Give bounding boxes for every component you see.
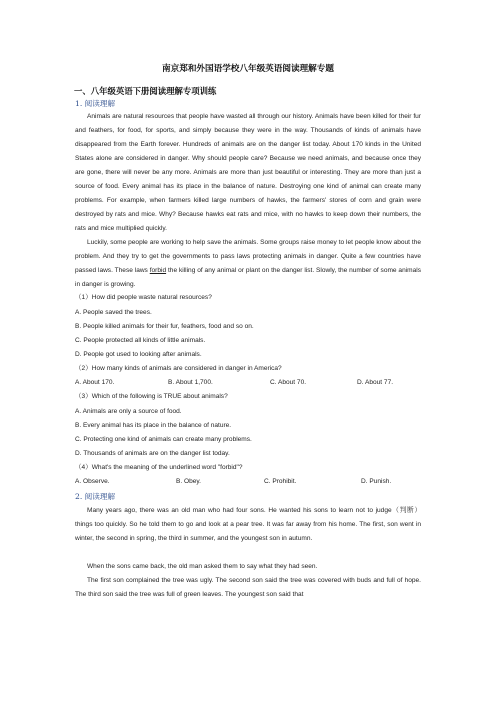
question-1-stem: （1）How did people waste natural resources? [75,294,212,301]
question-4-option-d: D. Punish. [361,478,392,485]
question-3-stem: （3）Which of the following is TRUE about animals? [75,393,228,400]
question-2-stem: （2）How many kinds of animals are considered in danger in America? [75,365,282,372]
passage-2-paragraph-1: Many years ago, there was an old man who had four sons. He wanted his sons to learn not to judge（判断） things too quickly. So he told them to go and look at a pear tree. It was far away from his home. The first, son went in winter, the second in spring, the third in summer, and the youngest son in autumn. [75,507,421,543]
passage-2-number: 2. [75,492,83,501]
question-3-option-d: D. Thousands of animals are on the danger list today. [75,450,230,457]
passage-1-paragraph-2-text: Luckily, some people are working to help save the animals. Some groups raise money to let people know about the problem. And they try to get the governments to pass laws protecting animals in danger. Quite a few countries have passed laws. These laws forbid the killing of any animal or plant on the danger list. Slowly, the number of some animals in danger is growing. [75,239,421,289]
question-1-option-a: A. People saved the trees. [75,309,152,316]
section-heading: 一、八年级英语下册阅读理解专项训练 [74,86,217,96]
question-3-option-b: B. Every animal has its place in the balance of nature. [75,422,232,429]
passage-1-heading-label: 阅读理解 [84,99,116,108]
passage-2-heading-label: 阅读理解 [84,492,116,501]
question-2-option-d: D. About 77. [357,379,394,386]
underlined-word-forbid: forbid [149,267,167,275]
passage-1-paragraph-2 [75,236,421,292]
question-1-option-b: B. People killed animals for their fur, feathers, food and so on. [75,323,254,330]
question-3-option-c: C. Protecting one kind of animals can create many problems. [75,436,252,443]
passage-1-paragraph-1: Animals are natural resources that people have wasted all through our history. Animals have been killed for their fur and feathers, for food, for sports, and simply because they were in the way. Thousands of kinds of animals have disappeared from the Earth forever. Hundreds of animals are on the danger list today. About 170 kinds in the United States alone are considered in danger. Why should people care? Because we need animals, and because once they are gone, there will never be any more. Animals are more than just beautiful or interesting. They are more than just a source of food. Every animal has its place in the balance of nature. Destroying one kind of animal can create many problems. For example, when farmers killed large numbers of hawks, the farmers' stores of corn and grain were destroyed by rats and mice. Why? Because hawks eat rats and mice, with no hawks to keep down their numbers, the rats and mice multiplied quickly. [75,113,421,233]
question-2-option-a: A. About 170. [75,379,115,386]
passage-2-paragraph-3: The first son complained the tree was ugly. The second son said the tree was covered with buds and full of hope. The third son said the tree was full of green leaves. The youngest son said that [75,577,421,599]
passage-1-number: 1. [75,99,83,108]
passage-2-paragraph-2: When the sons came back, the old man asked them to say what they had seen. [87,563,318,570]
question-2-option-b: B. About 1,700. [168,379,213,386]
question-4-stem: （4）What's the meaning of the underlined word "forbid"? [75,464,243,471]
question-1-option-d: D. People got used to looking after animals. [75,351,202,358]
question-4-option-b: B. Obey. [176,478,201,485]
question-4-option-c: C. Prohibit. [264,478,297,485]
question-1-option-c: C. People protected all kinds of little animals. [75,337,206,344]
passage-2-heading [75,491,115,502]
document-title: 南京郑和外国语学校八年级英语阅读理解专题 [162,64,334,74]
question-3-option-a: A. Animals are only a source of food. [75,408,182,415]
question-2-option-c: C. About 70. [270,379,307,386]
question-4-option-a: A. Observe. [75,478,110,485]
passage-1-heading [75,98,115,109]
